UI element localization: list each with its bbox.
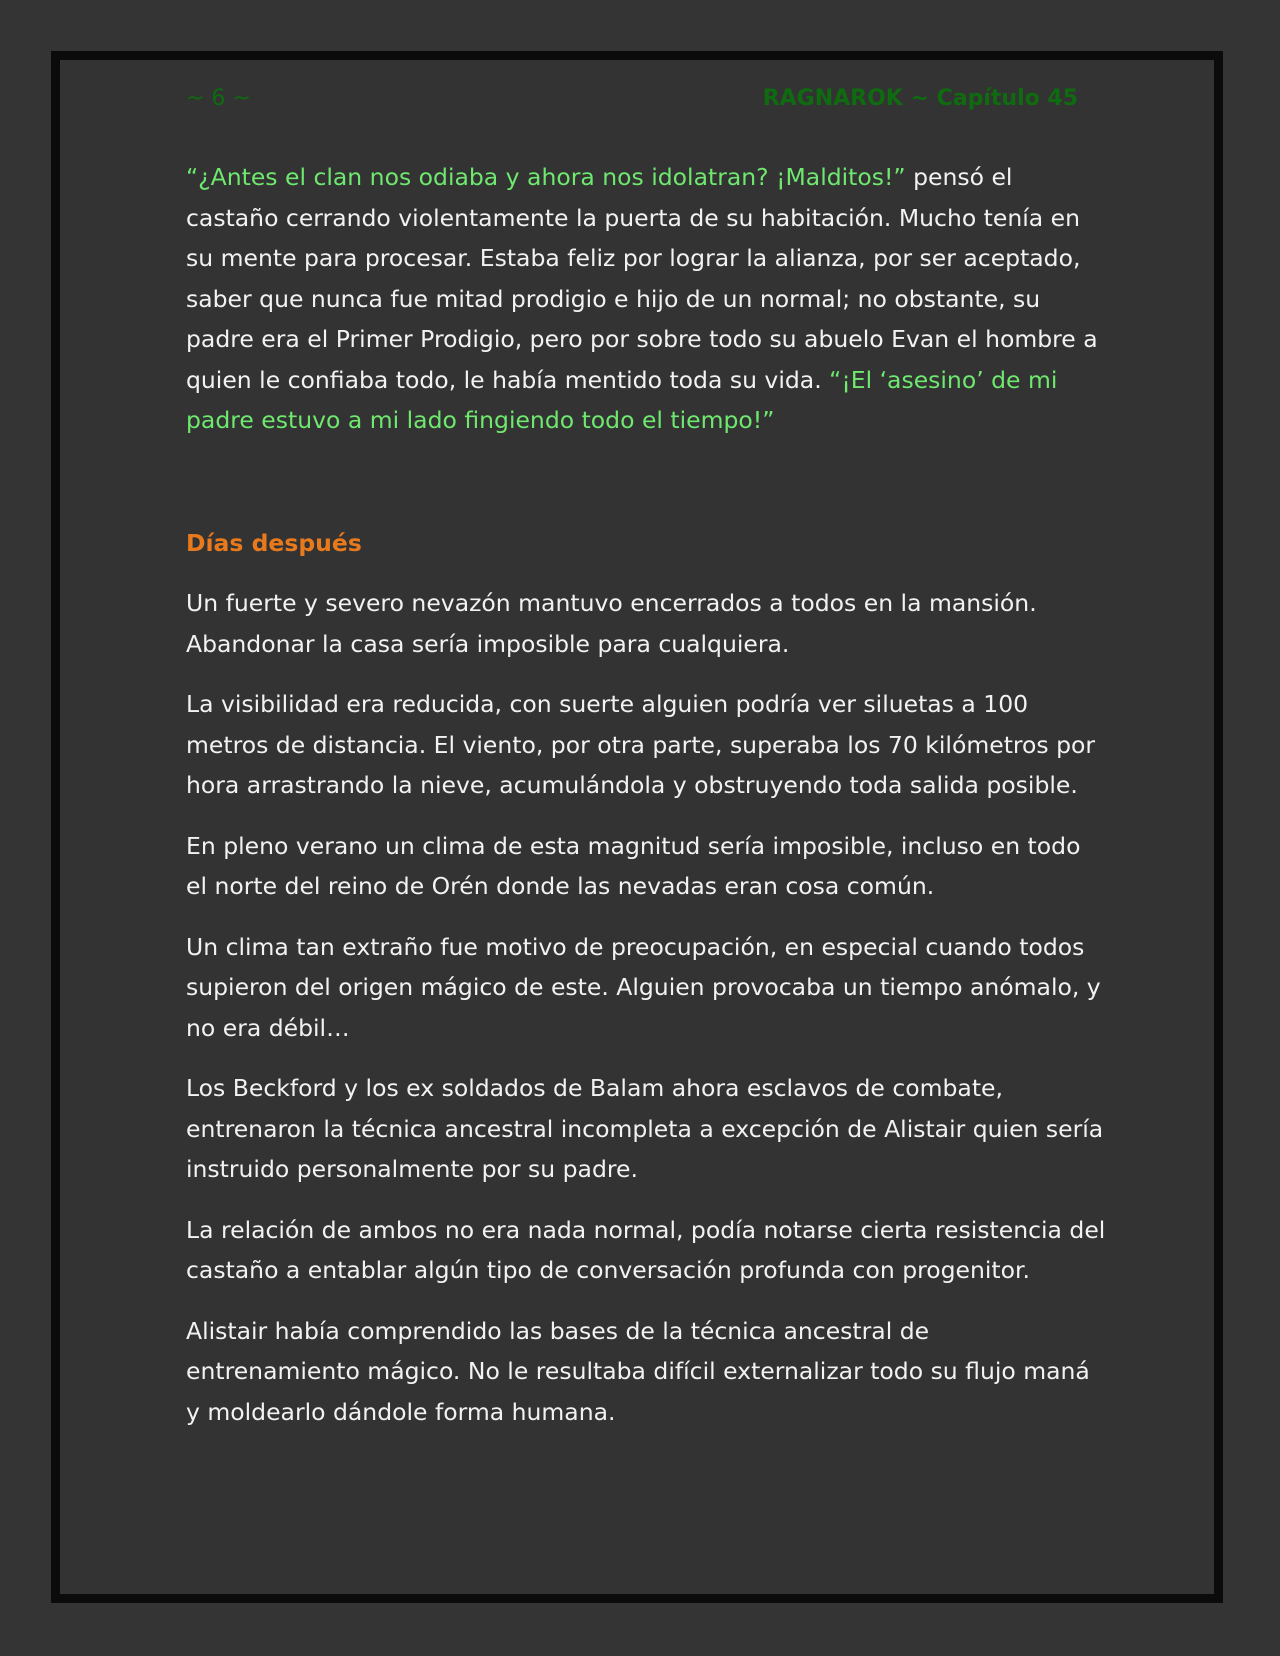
section-heading: Días después <box>186 528 362 557</box>
inner-thought-quote-2: “¡El ‘asesino’ de mi padre estuvo a mi lado fingiendo todo el tiempo!” <box>186 365 1058 434</box>
paragraph: La visibilidad era reducida, con suerte alguien podría ver siluetas a 100 metros de distancia. El viento, por otra parte, superaba los 70 kilómetros por hora arrastrando la nieve, acumulándola y obstruyendo toda salida posible. <box>186 690 1096 799</box>
paragraph-1 <box>186 157 1106 441</box>
page-content <box>186 157 1106 1452</box>
page-header <box>186 86 1078 122</box>
paragraph: Los Beckford y los ex soldados de Balam ahora esclavos de combate, entrenaron la técnica ancestral incompleta a excepción de Alistair quien sería instruido personalmente por su padre. <box>186 1074 1104 1183</box>
chapter-title: RAGNAROK ~ Capítulo 45 <box>762 86 1078 111</box>
paragraph: Un clima tan extraño fue motivo de preocupación, en especial cuando todos supieron del origen mágico de este. Alguien provocaba un tiempo anómalo, y no era débil… <box>186 932 1101 1042</box>
inner-thought-quote-1: “¿Antes el clan nos odiaba y ahora nos idolatran? ¡Malditos!” <box>186 163 906 191</box>
paragraph: Un fuerte y severo nevazón mantuvo encerrados a todos en la mansión. Abandonar la casa sería imposible para cualquiera. <box>186 589 1037 658</box>
paragraph: Alistair había comprendido las bases de la técnica ancestral de entrenamiento mágico. No le resultaba difícil externalizar todo su flujo maná y moldearlo dándole forma humana. <box>186 1316 1090 1426</box>
page-number: ~ 6 ~ <box>186 86 251 111</box>
page-frame <box>51 51 1223 1603</box>
paragraph: La relación de ambos no era nada normal, podía notarse cierta resistencia del castaño a entablar algún tipo de conversación profunda con progenitor. <box>186 1215 1106 1284</box>
paragraph: En pleno verano un clima de esta magnitud sería imposible, incluso en todo el norte del reino de Orén donde las nevadas eran cosa común. <box>186 831 1081 900</box>
narration-text: pensó el castaño cerrando violentamente la puerta de su habitación. Mucho tenía en su mente para procesar. Estaba feliz por lograr la alianza, por ser aceptado, saber que nunca fue mitad prodigio e hijo de un normal; no obstante, su padre era el Primer Prodigio, pero por sobre todo su abuelo Evan el hombre a quien le confiaba todo, le había mentido toda su vida. <box>186 163 1098 394</box>
